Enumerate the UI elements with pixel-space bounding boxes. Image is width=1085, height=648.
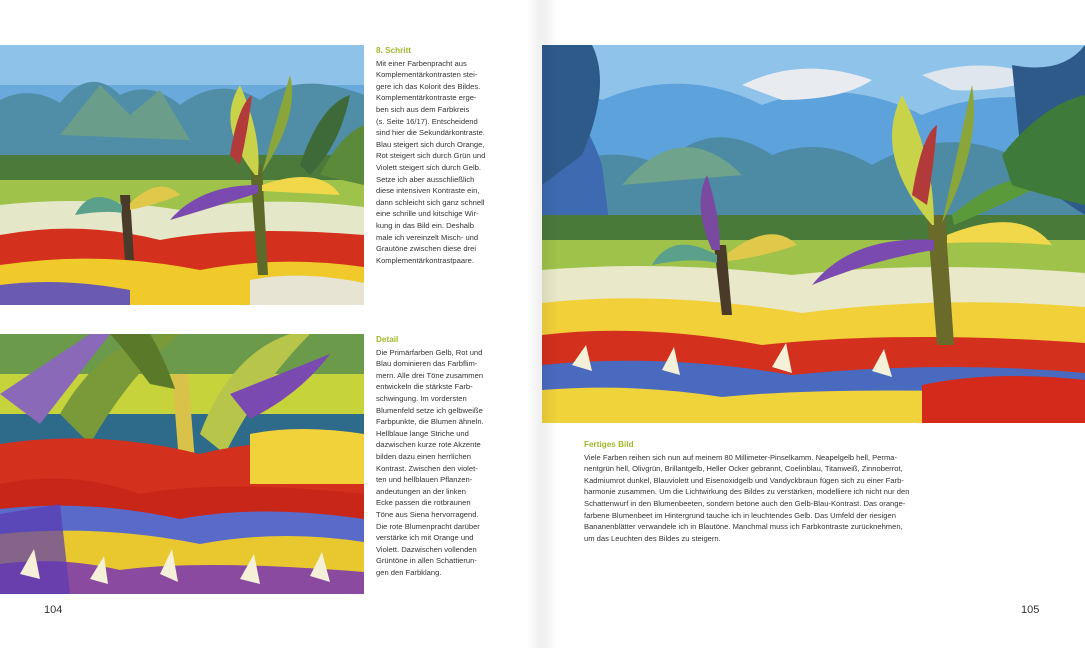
painting-final [542, 45, 1085, 423]
painting-detail [0, 334, 364, 594]
caption-body: Viele Farben reihen sich nun auf meinem 80 Millimeter-Pinselkamm. Neapelgelb hell, Perma- nentgrün hell, Olivgrün, Brillantgelb, Heller Ocker gebrannt, Coelinblau, Titanweiß, Zinnoberrot, Kadmiumrot dunkel, Blauviolett und Eisenoxidgelb und Vandyckbraun fügen sich zu einer Farb- harmonie zusammen. Um die Lichtwirkung des Bildes zu verstärken, modelliere ich nicht nur den Schattenwurf in den Blumenbeeten, sondern betone auch den Gelb-Blau-Kontrast. Das orange- farbene Blumenbeet im Hintergrund tauche ich in leuchtendes Gelb. Das Umfeld der riesigen Bananenblätter verwandele ich in Blautöne. Manchmal muss ich Farbkontraste zurücknehmen, um das Leuchten des Bildes zu steigern. [584, 452, 910, 543]
caption-step-8 [376, 45, 526, 266]
page-number-left: 104 [44, 604, 63, 616]
caption-heading: Detail [376, 335, 399, 344]
caption-body: Mit einer Farbenpracht aus Komplementärkontrasten stei- gere ich das Kolorit des Bildes. Komplementärkontraste erge- ben sich aus dem Farbkreis (s. Seite 16/17). Entscheidend sind hier die Sekundärkontraste. Blau steigert sich durch Orange, Rot steigert sich durch Grün und Violett steigert sich durch Gelb. Setze ich aber ausschließlich diese intensiven Kontraste ein, dann schleicht sich ganz schnell eine schrille und kitschige Wir- kung in das Bild ein. Deshalb male ich vereinzelt Misch- und Grautöne zwischen diese drei Komplementärkontrastpaare. [376, 58, 486, 265]
left-page [0, 0, 542, 648]
caption-heading: 8. Schritt [376, 46, 412, 55]
painting-step-8 [0, 45, 364, 305]
caption-heading: Fertiges Bild [584, 440, 634, 449]
page-number-right: 105 [1021, 604, 1040, 616]
caption-final [584, 439, 984, 544]
right-page [542, 0, 1085, 648]
caption-body: Die Primärfarben Gelb, Rot und Blau dominieren das Farbflim- mern. Alle drei Töne zusammen entwickeln die stärkste Farb- schwingung. Im vordersten Blumenfeld setze ich gelbweiße Farbpunkte, die Blumen ähneln. Hellblaue lange Striche und dazwischen kurze rote Akzente bilden dazu einen herrlichen Kontrast. Zwischen den violet- ten und hellblauen Pflanzen- andeutungen an der linken Ecke passen die rotbraunen Töne aus Siena hervorragend. Die rote Blumenpracht darüber verstärke ich mit Orange und Violett. Dazwischen vollenden Grüntöne in allen Schattierun- gen den Farbklang. [376, 347, 484, 577]
caption-detail [376, 334, 526, 578]
